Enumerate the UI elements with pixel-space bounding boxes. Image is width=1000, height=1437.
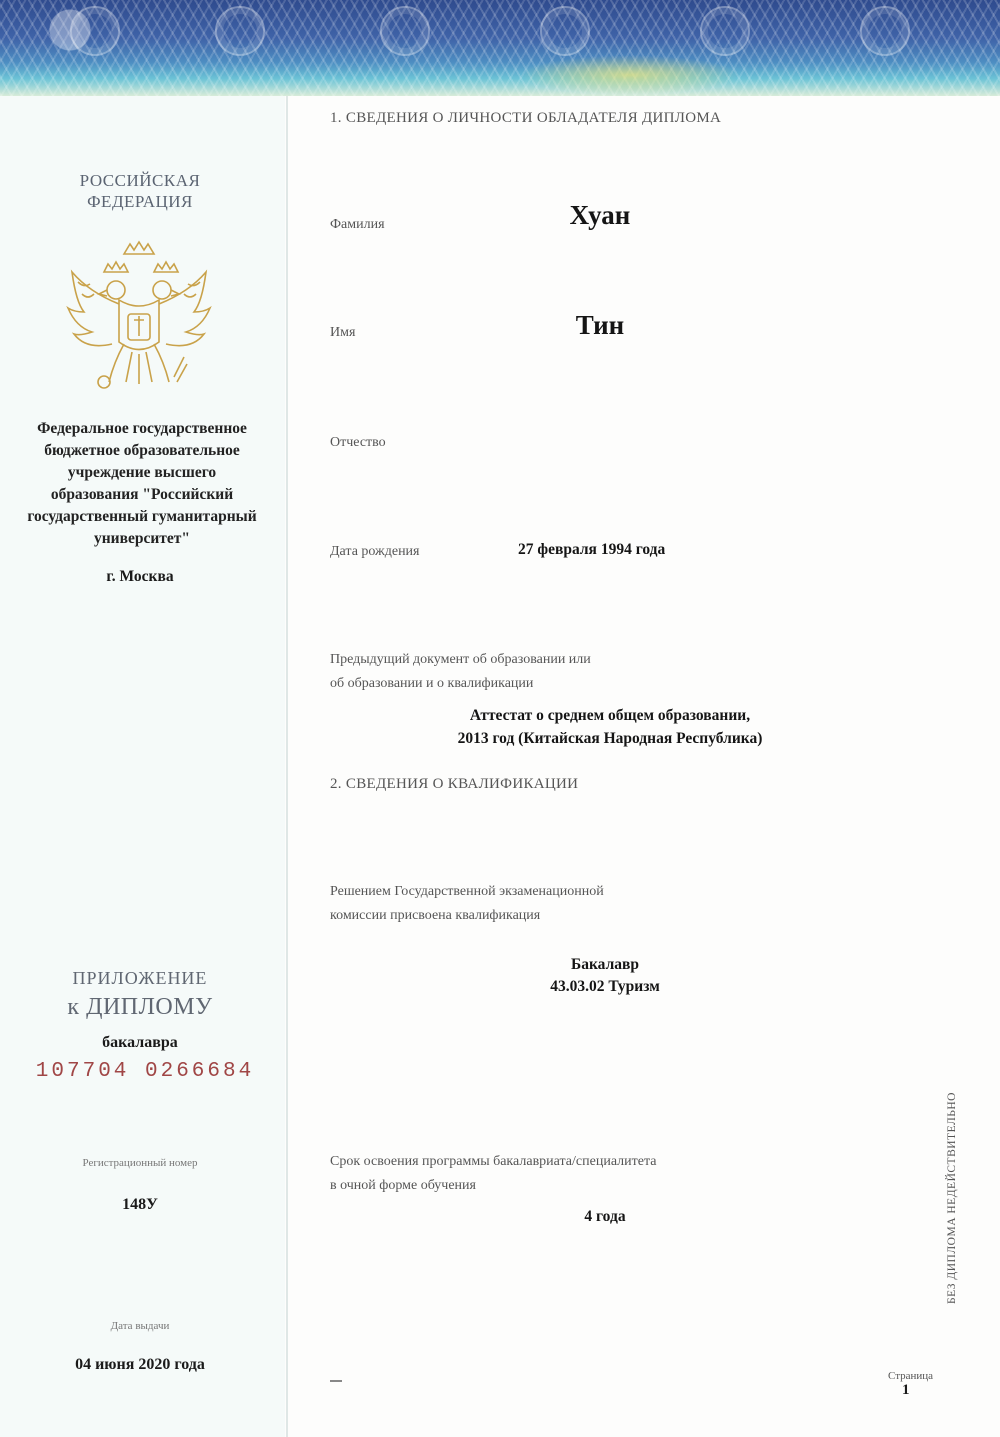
institution-line: Федеральное государственное [37, 420, 247, 437]
registration-number: 148У [122, 1196, 158, 1213]
appendix-title: ПРИЛОЖЕНИЕ [72, 968, 208, 988]
study-term-label [330, 1150, 656, 1198]
degree-level: бакалавра [102, 1034, 178, 1051]
study-term-value: 4 года [584, 1208, 626, 1225]
issue-date-label: Дата выдачи [110, 1320, 170, 1332]
institution-line: университет" [93, 530, 190, 547]
birth-date-value: 27 февраля 1994 года [518, 541, 666, 558]
country-line: ФЕДЕРАЦИЯ [87, 192, 193, 211]
rosette-ornament [70, 6, 120, 56]
previous-document-label [330, 648, 591, 696]
page-label: Страница [888, 1370, 934, 1382]
institution-line: государственный гуманитарный [27, 508, 257, 525]
serial-number: 107704 0266684 [35, 1060, 255, 1083]
surname-label: Фамилия [330, 217, 385, 232]
rosette-ornament [215, 6, 265, 56]
qualification-block [480, 954, 730, 998]
institution-line: образования "Российский [50, 486, 234, 503]
rosette-ornament [700, 6, 750, 56]
security-band [0, 0, 1000, 96]
previous-document-label-line: Предыдущий документ об образовании или [330, 652, 591, 667]
program-value: 43.03.02 Туризм [550, 978, 660, 995]
study-term-line: Срок освоения программы бакалавриата/специалитета [330, 1154, 657, 1169]
institution-line: учреждение высшего [67, 464, 217, 481]
column-divider [286, 96, 288, 1437]
study-term-line: в очной форме обучения [330, 1178, 476, 1193]
decision-text [330, 880, 604, 928]
previous-document-value-line: 2013 год (Китайская Народная Республика) [457, 730, 763, 747]
name-value: Тин [575, 310, 625, 340]
previous-document-value-line: Аттестат о среднем общем образовании, [469, 707, 751, 724]
registration-label: Регистрационный номер [82, 1157, 198, 1169]
country-line: РОССИЙСКАЯ [79, 171, 201, 190]
double-headed-eagle-emblem-icon [64, 232, 214, 402]
qualification-value: Бакалавр [570, 956, 640, 973]
decision-line: комиссии присвоена квалификация [330, 908, 541, 923]
page-number: 1 [902, 1382, 910, 1398]
corner-mark [330, 1380, 342, 1382]
country-name [40, 170, 240, 212]
institution-line: бюджетное образовательное [44, 442, 240, 459]
surname-value: Хуан [569, 200, 631, 230]
rosette-ornament [540, 6, 590, 56]
previous-document-value [420, 704, 800, 750]
section2-heading: 2. СВЕДЕНИЯ О КВАЛИФИКАЦИИ [330, 776, 579, 792]
city: г. Москва [106, 568, 174, 585]
rosette-ornament [380, 6, 430, 56]
institution-name [6, 418, 278, 550]
patronymic-label: Отчество [330, 435, 386, 450]
rosette-ornament [860, 6, 910, 56]
name-label: Имя [330, 325, 356, 340]
validity-note [940, 1070, 962, 1310]
previous-document-label-line: об образовании и о квалификации [330, 676, 534, 691]
section1-heading: 1. СВЕДЕНИЯ О ЛИЧНОСТИ ОБЛАДАТЕЛЯ ДИПЛОМА [330, 110, 722, 126]
birth-date-label: Дата рождения [330, 544, 420, 559]
issue-date: 04 июня 2020 года [75, 1356, 205, 1373]
to-diploma-title: к ДИПЛОМУ [67, 994, 213, 1020]
validity-note-text: БЕЗ ДИПЛОМА НЕДЕЙСТВИТЕЛЬНО [946, 1092, 958, 1304]
decision-line: Решением Государственной экзаменационной [330, 884, 604, 899]
